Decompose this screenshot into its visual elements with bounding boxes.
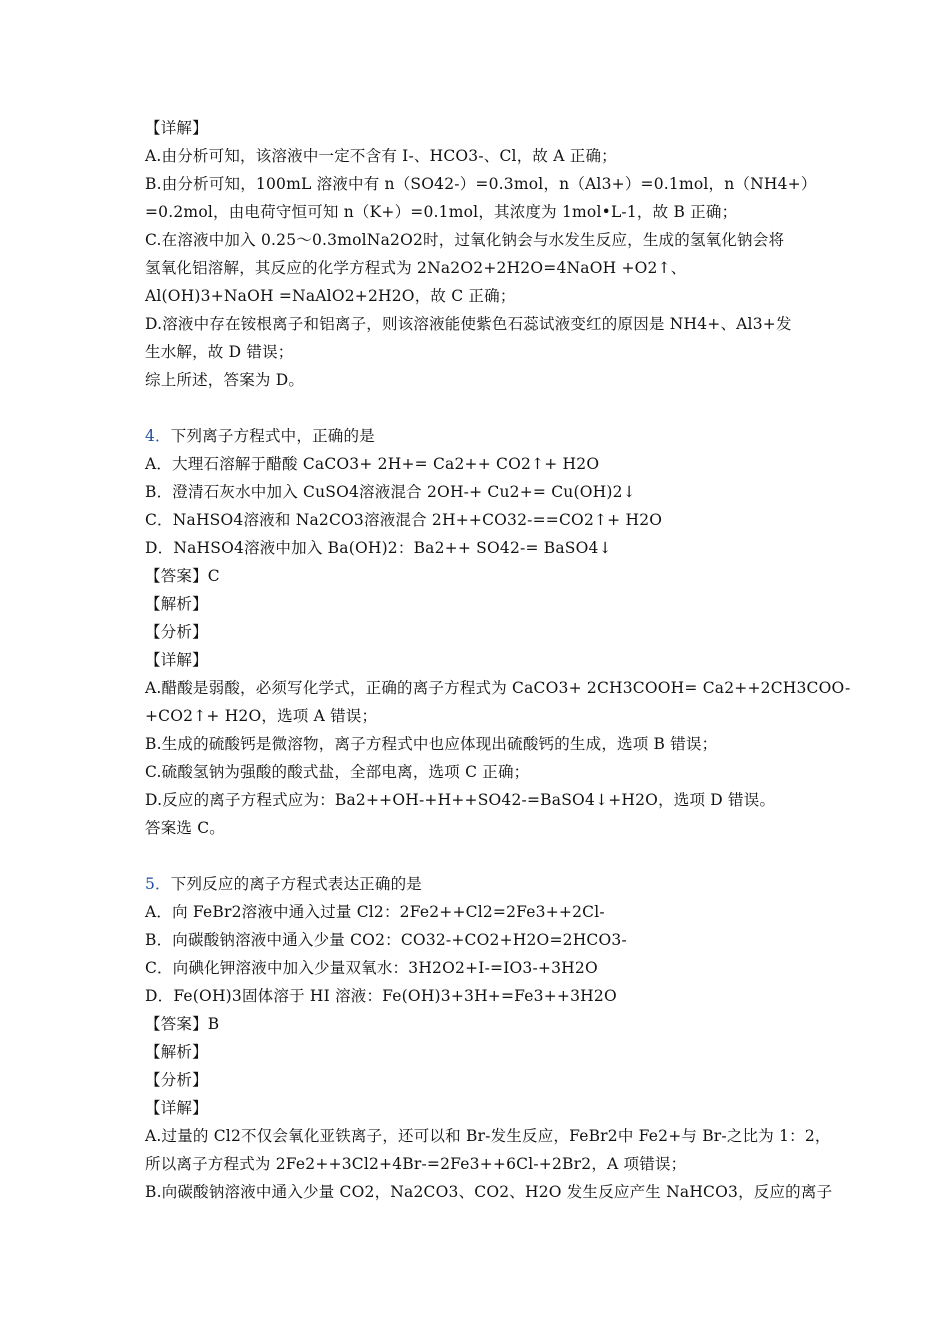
text-line: 氢氧化铝溶解，其反应的化学方程式为 2Na2O2+2H2O=4NaOH +O2↑、 [145,259,687,277]
section-heading: 【详解】 [145,119,208,137]
text-line: 所以离子方程式为 2Fe2++3Cl2+4Br-=2Fe3++6Cl-+2Br2，A 项错误； [145,1155,687,1173]
section-heading: 【分析】 [145,623,208,641]
option-d: D．Fe(OH)3固体溶于 HI 溶液：Fe(OH)3+3H+=Fe3++3H2O [145,987,617,1005]
text-line: A.过量的 Cl2不仅会氧化亚铁离子，还可以和 Br-发生反应，FeBr2中 Fe2+与 Br-之比为 1：2， [145,1127,831,1145]
text-line: +CO2↑+ H2O，选项 A 错误； [145,707,378,725]
option-d: D．NaHSO4溶液中加入 Ba(OH)2：Ba2++ SO42-= BaSO4↓ [145,539,612,557]
text-line: 生水解，故 D 错误； [145,343,294,361]
option-c: C．NaHSO4溶液和 Na2CO3溶液混合 2H++CO32-==CO2↑+ H2O [145,511,663,529]
text-line: A.醋酸是弱酸，必须写化学式，正确的离子方程式为 CaCO3+ 2CH3COOH= Ca2++2CH3COO- [145,679,851,697]
text-line: D.溶液中存在铵根离子和铝离子，则该溶液能使紫色石蕊试液变红的原因是 NH4+、Al3+发 [145,315,792,333]
text-line: =0.2mol，由电荷守恒可知 n（K+）=0.1mol，其浓度为 1mol•L-1，故 B 正确； [145,203,738,221]
question-number: 5． [145,875,171,893]
text-line: B.生成的硫酸钙是微溶物，离子方程式中也应体现出硫酸钙的生成，选项 B 错误； [145,735,718,753]
question-number: 4． [145,427,171,445]
text-line: B.向碳酸钠溶液中通入少量 CO2，Na2CO3、CO2、H2O 发生反应产生 NaHCO3，反应的离子 [145,1183,833,1201]
section-heading: 【解析】 [145,1043,208,1061]
text-line: D.反应的离子方程式应为：Ba2++OH-+H++SO42-=BaSO4↓+H2O，选项 D 错误。 [145,791,776,809]
question-4-stem: 4．下列离子方程式中，正确的是 [145,427,375,445]
answer-label: 【答案】C [145,567,220,585]
text-line: 答案选 C。 [145,819,225,837]
text-line: B.由分析可知，100mL 溶液中有 n（SO42-）=0.3mol，n（Al3+）=0.1mol，n（NH4+） [145,175,817,193]
section-heading: 【分析】 [145,1071,208,1089]
text-line: Al(OH)3+NaOH =NaAlO2+2H2O，故 C 正确； [145,287,516,305]
section-heading: 【详解】 [145,651,208,669]
answer-label: 【答案】B [145,1015,220,1033]
text-line: A.由分析可知，该溶液中一定不含有 I-、HCO3-、Cl，故 A 正确； [145,147,617,165]
option-b: B．澄清石灰水中加入 CuSO4溶液混合 2OH-+ Cu2+= Cu(OH)2↓ [145,483,636,501]
option-a: A．大理石溶解于醋酸 CaCO3+ 2H+= Ca2++ CO2↑+ H2O [145,455,600,473]
option-a: A．向 FeBr2溶液中通入过量 Cl2：2Fe2++Cl2=2Fe3++2Cl- [145,903,605,921]
question-5-stem: 5．下列反应的离子方程式表达正确的是 [145,875,422,893]
option-b: B．向碳酸钠溶液中通入少量 CO2：CO32-+CO2+H2O=2HCO3- [145,931,627,949]
section-heading: 【解析】 [145,595,208,613]
text-line: C.硫酸氢钠为强酸的酸式盐，全部电离，选项 C 正确； [145,763,530,781]
text-line: 综上所述，答案为 D。 [145,371,305,389]
section-heading: 【详解】 [145,1099,208,1117]
text-line: C.在溶液中加入 0.25～0.3molNa2O2时，过氧化钠会与水发生反应，生成的氢氧化钠会将 [145,231,785,249]
option-c: C．向碘化钾溶液中加入少量双氧水：3H2O2+I-=IO3-+3H2O [145,959,598,977]
